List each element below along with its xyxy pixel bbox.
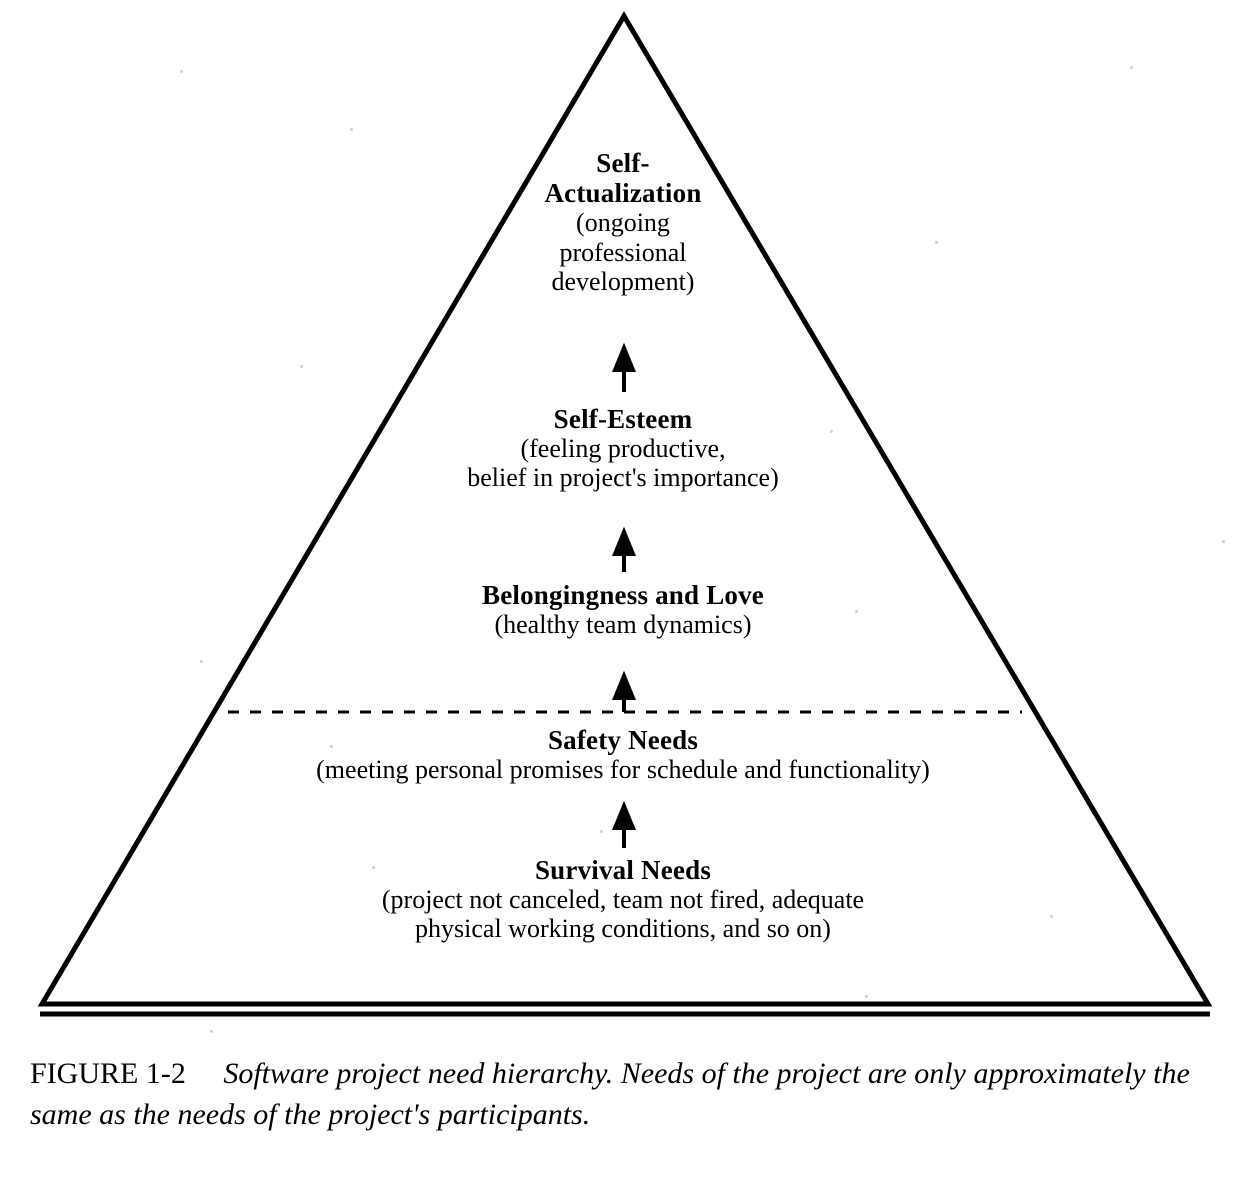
scan-speck — [855, 610, 858, 613]
level-detail-safety-needs: (meeting personal promises for schedule and functionality) — [316, 755, 930, 785]
arrow-safety-to-belonging — [615, 676, 633, 712]
scan-speck — [330, 745, 333, 748]
pyramid-level-safety-needs — [133, 725, 1113, 784]
figure-caption-label: FIGURE 1-2 — [30, 1057, 186, 1090]
pyramid-level-self-esteem — [313, 404, 933, 492]
scan-speck — [1130, 66, 1133, 69]
scan-speck — [210, 1030, 213, 1033]
level-detail-self-actualization: (ongoing professional development) — [551, 208, 695, 296]
scan-speck — [935, 241, 938, 244]
level-title-self-actualization: Self- Actualization — [544, 148, 702, 209]
scan-speck — [1050, 915, 1053, 918]
level-detail-survival-needs: (project not canceled, team not fired, adequate physical working conditions, and so on) — [381, 885, 865, 944]
level-title-belongingness-and-love: Belongingness and Love — [482, 580, 764, 610]
level-title-safety-needs: Safety Needs — [547, 725, 699, 755]
arrow-survival-to-safety — [615, 806, 633, 848]
scan-speck — [865, 995, 868, 998]
level-title-survival-needs: Survival Needs — [534, 855, 712, 885]
figure-caption-text: Software project need hierarchy. Needs of the project are only approximately the same as the needs of the project's participants. — [30, 1057, 1190, 1131]
scan-speck — [600, 830, 603, 833]
pyramid-level-self-actualization — [373, 148, 873, 296]
arrow-esteem-to-actualization — [615, 348, 633, 392]
scan-speck — [300, 365, 303, 368]
pyramid-level-survival-needs — [183, 855, 1063, 943]
scan-speck — [200, 660, 203, 663]
scan-speck — [830, 430, 833, 433]
level-detail-self-esteem: (feeling productive, belief in project's importance) — [467, 434, 779, 493]
figure-caption — [30, 1054, 1220, 1135]
scan-speck — [1222, 540, 1225, 543]
scan-speck — [372, 866, 375, 869]
scan-speck — [350, 128, 353, 131]
level-detail-belongingness-and-love: (healthy team dynamics) — [494, 610, 752, 640]
level-title-self-esteem: Self-Esteem — [553, 404, 693, 434]
scan-speck — [180, 70, 183, 73]
arrow-belonging-to-esteem — [615, 532, 633, 572]
pyramid-level-belongingness-and-love — [313, 580, 933, 639]
